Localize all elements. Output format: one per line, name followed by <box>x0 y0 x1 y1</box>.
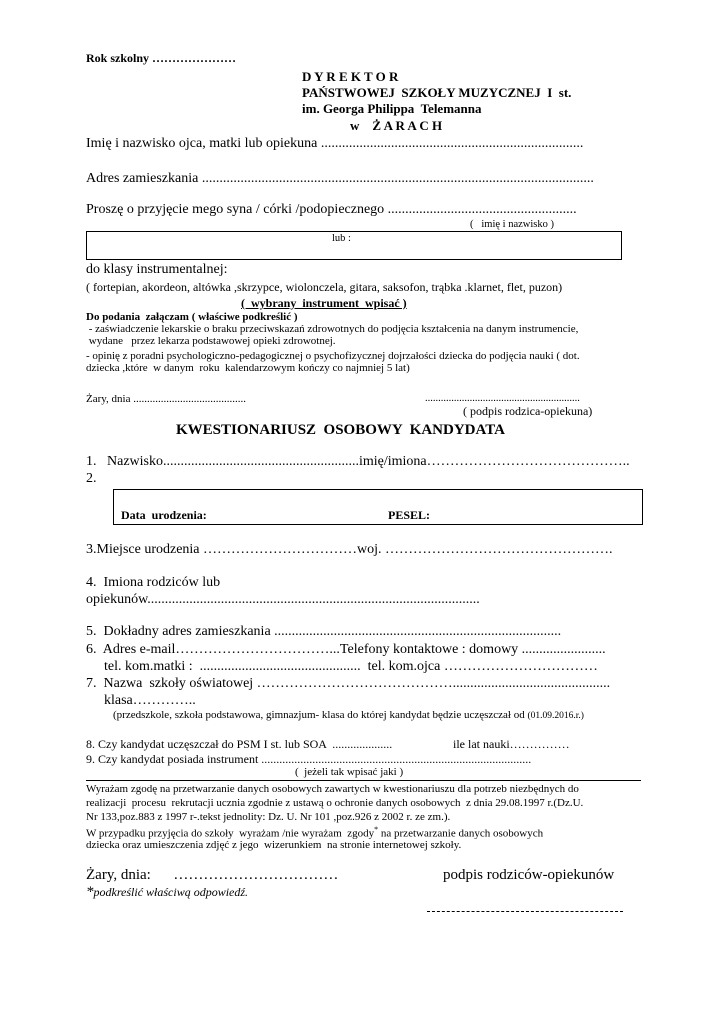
name-hint: ( imię i nazwisko ) <box>470 219 554 230</box>
instrument-options[interactable]: ( fortepian, akordeon, altówka ,skrzypce, wiolonczela, gitara, saksofon, trąbka .klarnet, flet, puzon) <box>86 280 563 294</box>
alternate-name-label: lub : <box>332 233 351 244</box>
addressee-line-2: PAŃSTWOWEJ SZKOŁY MUZYCZNEJ I st. <box>302 85 572 100</box>
attachment-medical-line-2: wydane przez lekarza podstawowej opieki zdrowotnej. <box>86 335 336 347</box>
consent-line-3: Nr 133,poz.883 z 1997 r-.tekst jednolity: Dz. U. Nr 101 ,poz.926 z 2002 r. ze zm.). <box>86 811 451 823</box>
school-type-hint-text: (przedszkole, szkoła podstawowa, gimnazjum- klasa do której kandydat będzie uczęszczał od <box>113 709 525 721</box>
application-signature-field[interactable]: ........................................................... <box>425 393 580 404</box>
footnote <box>86 885 248 900</box>
application-signature-label: ( podpis rodzica-opiekuna) <box>463 404 593 418</box>
school-type-hint-date: (01.09.2016.r.) <box>527 711 584 721</box>
birth-pesel-box[interactable] <box>113 489 643 525</box>
consent-line-2: realizacji procesu rekrutacji ucznia zgodnie z ustawą o ochronie danych osobowych z dnia 29.08.1997 r.(Dz.U. <box>86 797 584 809</box>
final-signature-label: podpis rodziców-opiekunów <box>443 867 615 883</box>
consent-divider <box>86 780 641 781</box>
instrument-hint: ( jeżeli tak wpisać jaki ) <box>295 766 404 778</box>
full-address-field[interactable]: 5. Dokładny adres zamieszkania .................................................................................. <box>86 624 562 639</box>
surname-firstname-field[interactable]: 1. Nazwisko........................................................imię/imiona…………………………………….. <box>86 454 630 469</box>
parents-names-label: 4. Imiona rodziców lub <box>86 575 221 590</box>
addressee-line-4: w Ż A R A C H <box>350 118 443 133</box>
parent-name-field[interactable]: Imię i nazwisko ojca, matki lub opiekuna ........................................................................... <box>86 136 584 151</box>
questionnaire-title: KWESTIONARIUSZ OSOBOWY KANDYDATA <box>176 422 505 438</box>
chosen-instrument-label: ( wybrany instrument wpisać ) <box>241 296 407 310</box>
birthplace-field[interactable]: 3.Miejsce urodzenia ……………………………woj. …………………………………………. <box>86 542 613 557</box>
address-field[interactable]: Adres zamieszkania ................................................................................................................ <box>86 171 594 186</box>
attachment-opinion-line-1[interactable]: - opinię z poradni psychologiczno-pedagogicznej o psychofizycznej dojrzałości dziecka do podjęcia nauki ( dot. <box>86 350 580 362</box>
consent-line-1: Wyrażam zgodę na przetwarzanie danych osobowych zawartych w kwestionariuszu dla potrzeb niezbędnych do <box>86 783 579 795</box>
school-type-hint <box>113 710 584 722</box>
consent-choice-text-2: na przetwarzanie danych osobowych <box>378 827 544 840</box>
footnote-asterisk: * <box>86 884 94 900</box>
attachment-medical-line-1[interactable]: - zaświadczenie lekarskie o braku przeciwskazań zdrowotnych do podjęcia kształcenia na danym instrumencie, <box>86 323 579 335</box>
parents-mobile-field[interactable]: tel. kom.matki : .............................................. tel. kom.ojca …………………………… <box>104 659 598 674</box>
pesel-label: PESEL: <box>388 508 431 522</box>
class-field[interactable]: klasa………….. <box>104 693 196 708</box>
request-field[interactable]: Proszę o przyjęcie mego syna / córki /podopiecznego ...................................................... <box>86 202 577 217</box>
school-name-field[interactable]: 7. Nazwa szkoły oświatowej ……………………………………............................................. <box>86 676 611 691</box>
item-2-label: 2. <box>86 471 97 486</box>
email-phone-field[interactable]: 6. Adres e-mail……………………………...Telefony kontaktowe : domowy ........................ <box>86 642 606 657</box>
addressee-line-1: D Y R E K T O R <box>302 69 399 84</box>
owns-instrument-field[interactable]: 9. Czy kandydat posiada instrument .......................................................................................... <box>86 752 532 766</box>
alternate-name-box[interactable] <box>86 231 622 260</box>
final-signature-line[interactable] <box>427 911 623 912</box>
psm-attendance-field[interactable]: 8. Czy kandydat uczęszczał do PSM I st. lub SOA .................... <box>86 737 393 751</box>
final-date-field[interactable]: Żary, dnia: …………………………… <box>86 867 339 883</box>
addressee-line-3: im. Georga Philippa Telemanna <box>302 101 482 116</box>
application-date-field[interactable]: Żary, dnia ......................................... <box>86 393 246 405</box>
school-year[interactable]: Rok szkolny ………………… <box>86 51 237 65</box>
consent-choice-text: W przypadku przyjęcia do szkoły wyrażam /nie wyrażam zgody <box>86 827 375 840</box>
years-of-study-field[interactable]: ile lat nauki…………… <box>453 737 570 751</box>
consent-choice[interactable] <box>86 826 543 840</box>
attachments-title: Do podania załączam ( właściwe podkreślić ) <box>86 311 298 323</box>
parents-names-field[interactable]: opiekunów............................................................................................... <box>86 592 480 607</box>
class-label: do klasy instrumentalnej: <box>86 262 228 277</box>
chosen-instrument-field[interactable] <box>241 297 407 309</box>
footnote-text: podkreślić właściwą odpowiedź. <box>93 885 249 899</box>
consent-line-5: dziecka oraz umieszczenia zdjęć z jego wizerunkiem na stronie internetowej szkoły. <box>86 839 462 851</box>
attachment-opinion-line-2: dziecka ,które w danym roku kalendarzowym kończy co najmniej 5 lat) <box>86 362 410 374</box>
birth-date-label: Data urodzenia: <box>121 508 207 522</box>
consent-asterisk: * <box>374 825 379 834</box>
